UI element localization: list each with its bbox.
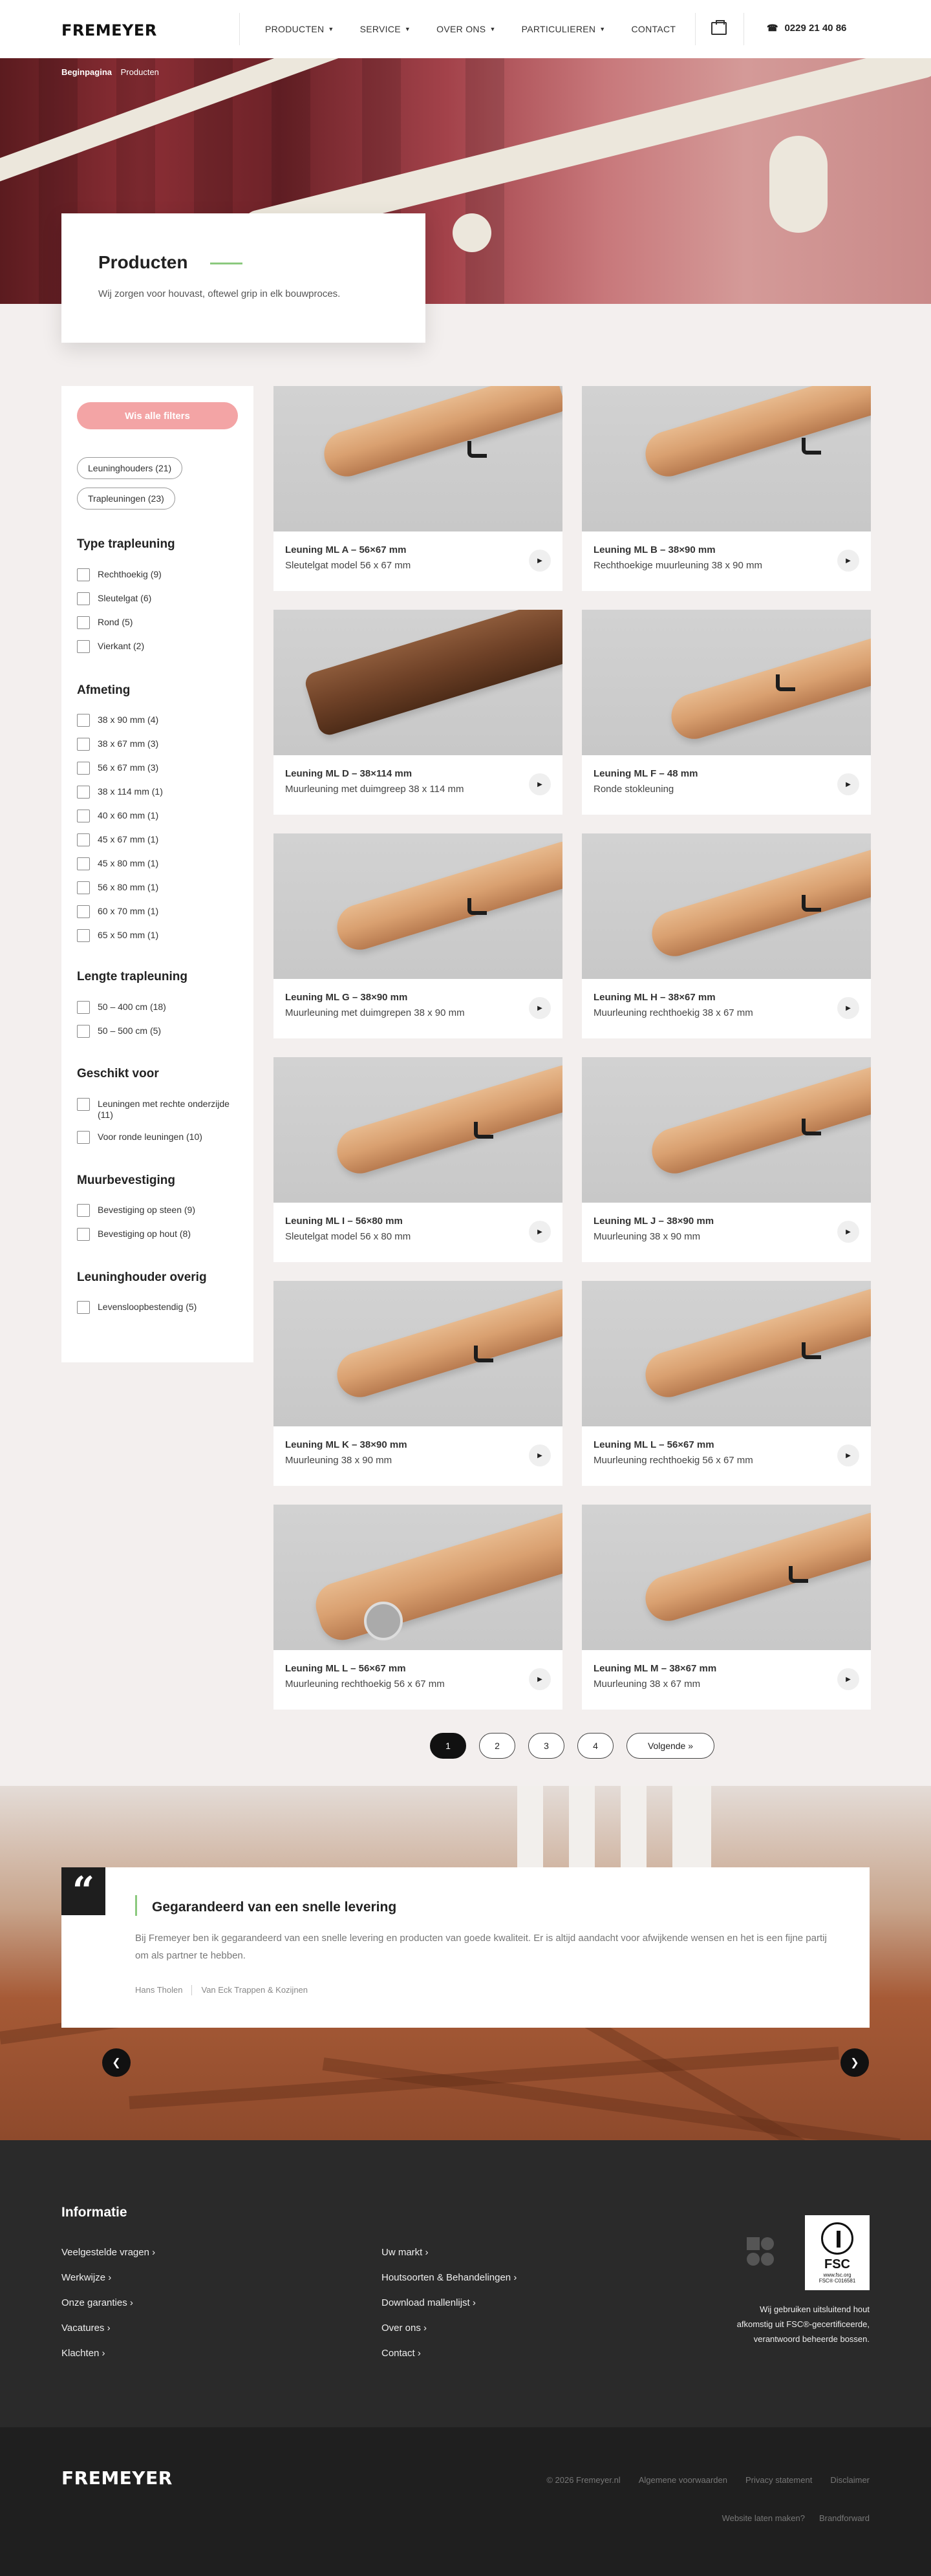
footer-link[interactable]: Download mallenlijst › xyxy=(381,2297,476,2308)
play-arrow-icon[interactable]: ▶ xyxy=(529,997,551,1019)
product-description: Muurleuning rechthoekig 38 x 67 mm xyxy=(594,1007,753,1018)
product-description: Rechthoekige muurleuning 38 x 90 mm xyxy=(594,560,762,571)
chevron-left-icon: ❮ xyxy=(112,2057,121,2068)
checkbox[interactable] xyxy=(77,881,90,894)
filter-option[interactable]: Voor ronde leuningen (10) xyxy=(77,1132,245,1144)
disclaimer-link[interactable]: Disclaimer xyxy=(830,2475,870,2485)
filter-option[interactable]: 56 x 67 mm (3) xyxy=(77,762,245,775)
site-logo[interactable]: FREMEYER xyxy=(61,21,157,39)
product-image[interactable] xyxy=(582,1057,871,1203)
product-card[interactable] xyxy=(582,1281,871,1486)
filter-group-title: Type trapleuning xyxy=(77,537,175,551)
nav-divider xyxy=(695,13,696,45)
chevron-down-icon: ▼ xyxy=(404,26,411,32)
filter-chip[interactable]: Trapleuningen (23) xyxy=(77,488,175,510)
clear-filters-button[interactable]: Wis alle filters xyxy=(77,402,238,429)
product-name[interactable]: Leuning ML F – 48 mm xyxy=(594,768,698,779)
play-arrow-icon[interactable]: ▶ xyxy=(529,1668,551,1690)
filter-group-title: Geschikt voor xyxy=(77,1067,159,1080)
filter-option[interactable]: Bevestiging op steen (9) xyxy=(77,1205,245,1217)
product-image[interactable] xyxy=(273,386,562,531)
terms-link[interactable]: Algemene voorwaarden xyxy=(638,2475,727,2485)
product-card[interactable] xyxy=(582,610,871,815)
filter-group-title: Afmeting xyxy=(77,683,131,697)
filter-option[interactable]: 50 – 400 cm (18) xyxy=(77,1002,245,1014)
checkbox[interactable] xyxy=(77,616,90,629)
nav-over-ons[interactable]: OVER ONS ▼ xyxy=(436,24,496,34)
legal-links xyxy=(528,2475,870,2485)
chevron-down-icon: ▼ xyxy=(328,26,334,32)
play-arrow-icon[interactable]: ▶ xyxy=(837,1221,859,1243)
page-button-2[interactable]: 2 xyxy=(479,1733,515,1759)
checkbox[interactable] xyxy=(77,568,90,581)
product-image[interactable] xyxy=(582,1505,871,1650)
page-title: Producten xyxy=(98,252,188,272)
footer-link[interactable]: Werkwijze › xyxy=(61,2272,112,2283)
credit-links xyxy=(708,2513,870,2523)
checkbox[interactable] xyxy=(77,833,90,846)
product-name[interactable]: Leuning ML I – 56×80 mm xyxy=(285,1216,403,1227)
filter-option[interactable]: Rechthoekig (9) xyxy=(77,569,245,581)
product-description: Muurleuning 38 x 90 mm xyxy=(285,1455,392,1466)
play-arrow-icon[interactable]: ▶ xyxy=(529,550,551,572)
title-accent-line xyxy=(210,263,242,264)
nav-contact[interactable]: CONTACT xyxy=(631,24,676,34)
product-name[interactable]: Leuning ML B – 38×90 mm xyxy=(594,544,716,555)
product-card[interactable] xyxy=(273,1057,562,1262)
product-name[interactable]: Leuning ML D – 38×114 mm xyxy=(285,768,412,779)
page-button-1[interactable]: 1 xyxy=(430,1733,466,1759)
product-description: Ronde stokleuning xyxy=(594,784,674,795)
filter-option[interactable]: 65 x 50 mm (1) xyxy=(77,930,245,942)
checkbox[interactable] xyxy=(77,1001,90,1014)
product-name[interactable]: Leuning ML A – 56×67 mm xyxy=(285,544,407,555)
product-description: Muurleuning met duimgrepen 38 x 90 mm xyxy=(285,1007,465,1018)
slider-next-button[interactable] xyxy=(840,2048,869,2077)
chevron-down-icon: ▼ xyxy=(489,26,496,32)
checkbox[interactable] xyxy=(77,1131,90,1144)
testimonial-title: Gegarandeerd van een snelle levering xyxy=(152,1900,397,1915)
testimonial-card xyxy=(61,1867,870,2028)
filter-option[interactable]: Bevestiging op hout (8) xyxy=(77,1229,245,1241)
product-description: Muurleuning 38 x 90 mm xyxy=(594,1231,701,1242)
next-page-button[interactable]: Volgende » xyxy=(626,1733,714,1759)
footer-link[interactable]: Klachten › xyxy=(61,2348,105,2359)
author-name: Hans Tholen xyxy=(135,1985,183,1995)
filter-option[interactable]: Levensloopbestendig (5) xyxy=(77,1302,245,1314)
filter-chip[interactable]: Leuninghouders (21) xyxy=(77,457,182,479)
play-arrow-icon[interactable]: ▶ xyxy=(837,550,859,572)
product-image[interactable] xyxy=(273,1505,562,1650)
quote-icon: “ xyxy=(61,1867,105,1915)
tree-icon xyxy=(821,2222,853,2255)
product-image[interactable] xyxy=(273,610,562,755)
filter-option[interactable]: 56 x 80 mm (1) xyxy=(77,882,245,894)
filter-option[interactable]: Sleutelgat (6) xyxy=(77,593,245,605)
filter-option[interactable]: 60 x 70 mm (1) xyxy=(77,906,245,918)
product-name[interactable]: Leuning ML G – 38×90 mm xyxy=(285,992,408,1003)
filter-group-title: Leuninghouder overig xyxy=(77,1271,207,1284)
filter-option[interactable]: Leuningen met rechte onderzijde (11) xyxy=(77,1099,245,1121)
chevron-down-icon: ▼ xyxy=(599,26,606,32)
nav-particulieren[interactable]: PARTICULIEREN ▼ xyxy=(521,24,606,34)
filter-option[interactable]: 45 x 67 mm (1) xyxy=(77,834,245,846)
nav-service[interactable]: SERVICE ▼ xyxy=(359,24,411,34)
copyright: © 2026 Fremeyer.nl xyxy=(546,2475,621,2485)
checkbox[interactable] xyxy=(77,786,90,799)
checkbox[interactable] xyxy=(77,857,90,870)
product-description: Muurleuning rechthoekig 56 x 67 mm xyxy=(594,1455,753,1466)
agency-link[interactable]: Brandforward xyxy=(819,2513,870,2523)
filter-option[interactable]: 38 x 90 mm (4) xyxy=(77,714,245,727)
product-card[interactable] xyxy=(582,386,871,591)
product-description: Muurleuning rechthoekig 56 x 67 mm xyxy=(285,1679,445,1690)
checkbox[interactable] xyxy=(77,592,90,605)
phone-icon: ☎ xyxy=(767,23,778,33)
footer-link[interactable]: Vacatures › xyxy=(61,2323,111,2334)
page-button-3[interactable]: 3 xyxy=(528,1733,564,1759)
checkbox[interactable] xyxy=(77,714,90,727)
page-title-card xyxy=(61,213,425,343)
play-arrow-icon[interactable]: ▶ xyxy=(529,1221,551,1243)
footer-link[interactable]: Uw markt › xyxy=(381,2247,429,2258)
checkbox[interactable] xyxy=(77,762,90,775)
product-card[interactable] xyxy=(273,833,562,1038)
checkbox[interactable] xyxy=(77,738,90,751)
product-image[interactable] xyxy=(273,1057,562,1203)
website-link[interactable]: Website laten maken? xyxy=(722,2513,805,2523)
filter-option[interactable]: Vierkant (2) xyxy=(77,641,245,653)
play-arrow-icon[interactable]: ▶ xyxy=(529,1444,551,1466)
site-header xyxy=(0,0,931,58)
footer-link[interactable]: Veelgestelde vragen › xyxy=(61,2247,156,2258)
footer-link[interactable]: Over ons › xyxy=(381,2323,427,2334)
product-image[interactable] xyxy=(582,610,871,755)
product-name[interactable]: Leuning ML J – 38×90 mm xyxy=(594,1216,714,1227)
breadcrumb-home[interactable]: Beginpagina xyxy=(61,67,112,77)
product-description: Sleutelgat model 56 x 80 mm xyxy=(285,1231,411,1242)
testimonial-author xyxy=(135,1985,308,1995)
filter-sidebar xyxy=(61,386,253,1362)
filter-option[interactable]: 50 – 500 cm (5) xyxy=(77,1025,245,1038)
product-card[interactable] xyxy=(582,833,871,1038)
checkbox[interactable] xyxy=(77,1025,90,1038)
filter-option[interactable]: 45 x 80 mm (1) xyxy=(77,858,245,870)
product-name[interactable]: Leuning ML L – 56×67 mm xyxy=(285,1663,406,1674)
footer-heading: Informatie xyxy=(61,2205,127,2220)
product-card[interactable] xyxy=(273,386,562,591)
product-image[interactable] xyxy=(273,833,562,979)
breadcrumb xyxy=(61,67,159,77)
product-card[interactable] xyxy=(582,1505,871,1710)
play-arrow-icon[interactable]: ▶ xyxy=(837,997,859,1019)
product-name[interactable]: Leuning ML K – 38×90 mm xyxy=(285,1439,407,1450)
briefcase-icon[interactable] xyxy=(711,22,727,35)
eco-logo-icon xyxy=(747,2237,786,2273)
product-image[interactable] xyxy=(582,833,871,979)
footer-link[interactable]: Contact › xyxy=(381,2348,421,2359)
product-card[interactable] xyxy=(273,1281,562,1486)
product-description: Muurleuning met duimgreep 38 x 114 mm xyxy=(285,784,464,795)
product-name[interactable]: Leuning ML M – 38×67 mm xyxy=(594,1663,717,1674)
phone-link[interactable]: ☎ 0229 21 40 86 xyxy=(767,23,847,34)
filter-option[interactable]: 38 x 114 mm (1) xyxy=(77,786,245,799)
breadcrumb-current: Producten xyxy=(120,67,159,77)
product-description: Muurleuning 38 x 67 mm xyxy=(594,1679,701,1690)
checkbox[interactable] xyxy=(77,640,90,653)
footer-link[interactable]: Houtsoorten & Behandelingen › xyxy=(381,2272,517,2283)
footer-logo[interactable]: FREMEYER xyxy=(61,2467,173,2489)
nav-producten[interactable]: PRODUCTEN ▼ xyxy=(265,24,334,34)
checkbox[interactable] xyxy=(77,1098,90,1111)
privacy-link[interactable]: Privacy statement xyxy=(745,2475,813,2485)
author-company: Van Eck Trappen & Kozijnen xyxy=(201,1985,308,1995)
product-name[interactable]: Leuning ML H – 38×67 mm xyxy=(594,992,716,1003)
page-button-4[interactable]: 4 xyxy=(577,1733,614,1759)
page-subtitle: Wij zorgen voor houvast, oftewel grip in elk bouwproces. xyxy=(98,288,341,299)
product-image[interactable] xyxy=(582,386,871,531)
filter-option[interactable]: Rond (5) xyxy=(77,617,245,629)
checkbox[interactable] xyxy=(77,1204,90,1217)
footer-bottom xyxy=(0,2427,931,2576)
footer-link[interactable]: Onze garanties › xyxy=(61,2297,133,2308)
checkbox[interactable] xyxy=(77,905,90,918)
filter-option[interactable]: 40 x 60 mm (1) xyxy=(77,810,245,822)
play-arrow-icon[interactable]: ▶ xyxy=(837,1668,859,1690)
filter-option[interactable]: 38 x 67 mm (3) xyxy=(77,738,245,751)
product-card[interactable] xyxy=(273,1505,562,1710)
product-description: Sleutelgat model 56 x 67 mm xyxy=(285,560,411,571)
main-nav xyxy=(265,0,701,58)
product-card[interactable] xyxy=(582,1057,871,1262)
play-arrow-icon[interactable]: ▶ xyxy=(529,773,551,795)
site-footer xyxy=(0,2140,931,2427)
checkbox[interactable] xyxy=(77,1228,90,1241)
checkbox[interactable] xyxy=(77,929,90,942)
product-image[interactable] xyxy=(582,1281,871,1426)
chevron-right-icon: ❯ xyxy=(850,2057,859,2068)
checkbox[interactable] xyxy=(77,810,90,822)
nav-divider xyxy=(239,13,240,45)
fsc-logo: FSC www.fsc.org FSC® C016581 xyxy=(805,2215,870,2290)
title-accent-line xyxy=(135,1895,137,1916)
product-card[interactable] xyxy=(273,610,562,815)
testimonial-text: Bij Fremeyer ben ik gegarandeerd van een snelle levering en producten van goede kwaliteit. Er is altijd aandacht voor afwijkende wensen en het is een fijne partij om als partner te hebben. xyxy=(135,1933,827,1961)
filter-group-title: Muurbevestiging xyxy=(77,1174,176,1187)
play-arrow-icon[interactable]: ▶ xyxy=(837,1444,859,1466)
filter-group-title: Lengte trapleuning xyxy=(77,970,187,983)
fsc-note: Wij gebruiken uitsluitend hout afkomstig uit FSC®-gecertificeerde, verantwoord beheerde bossen. xyxy=(736,2304,870,2344)
product-name[interactable]: Leuning ML L – 56×67 mm xyxy=(594,1439,714,1450)
slider-prev-button[interactable] xyxy=(102,2048,131,2077)
play-arrow-icon[interactable]: ▶ xyxy=(837,773,859,795)
product-image[interactable] xyxy=(273,1281,562,1426)
checkbox[interactable] xyxy=(77,1301,90,1314)
